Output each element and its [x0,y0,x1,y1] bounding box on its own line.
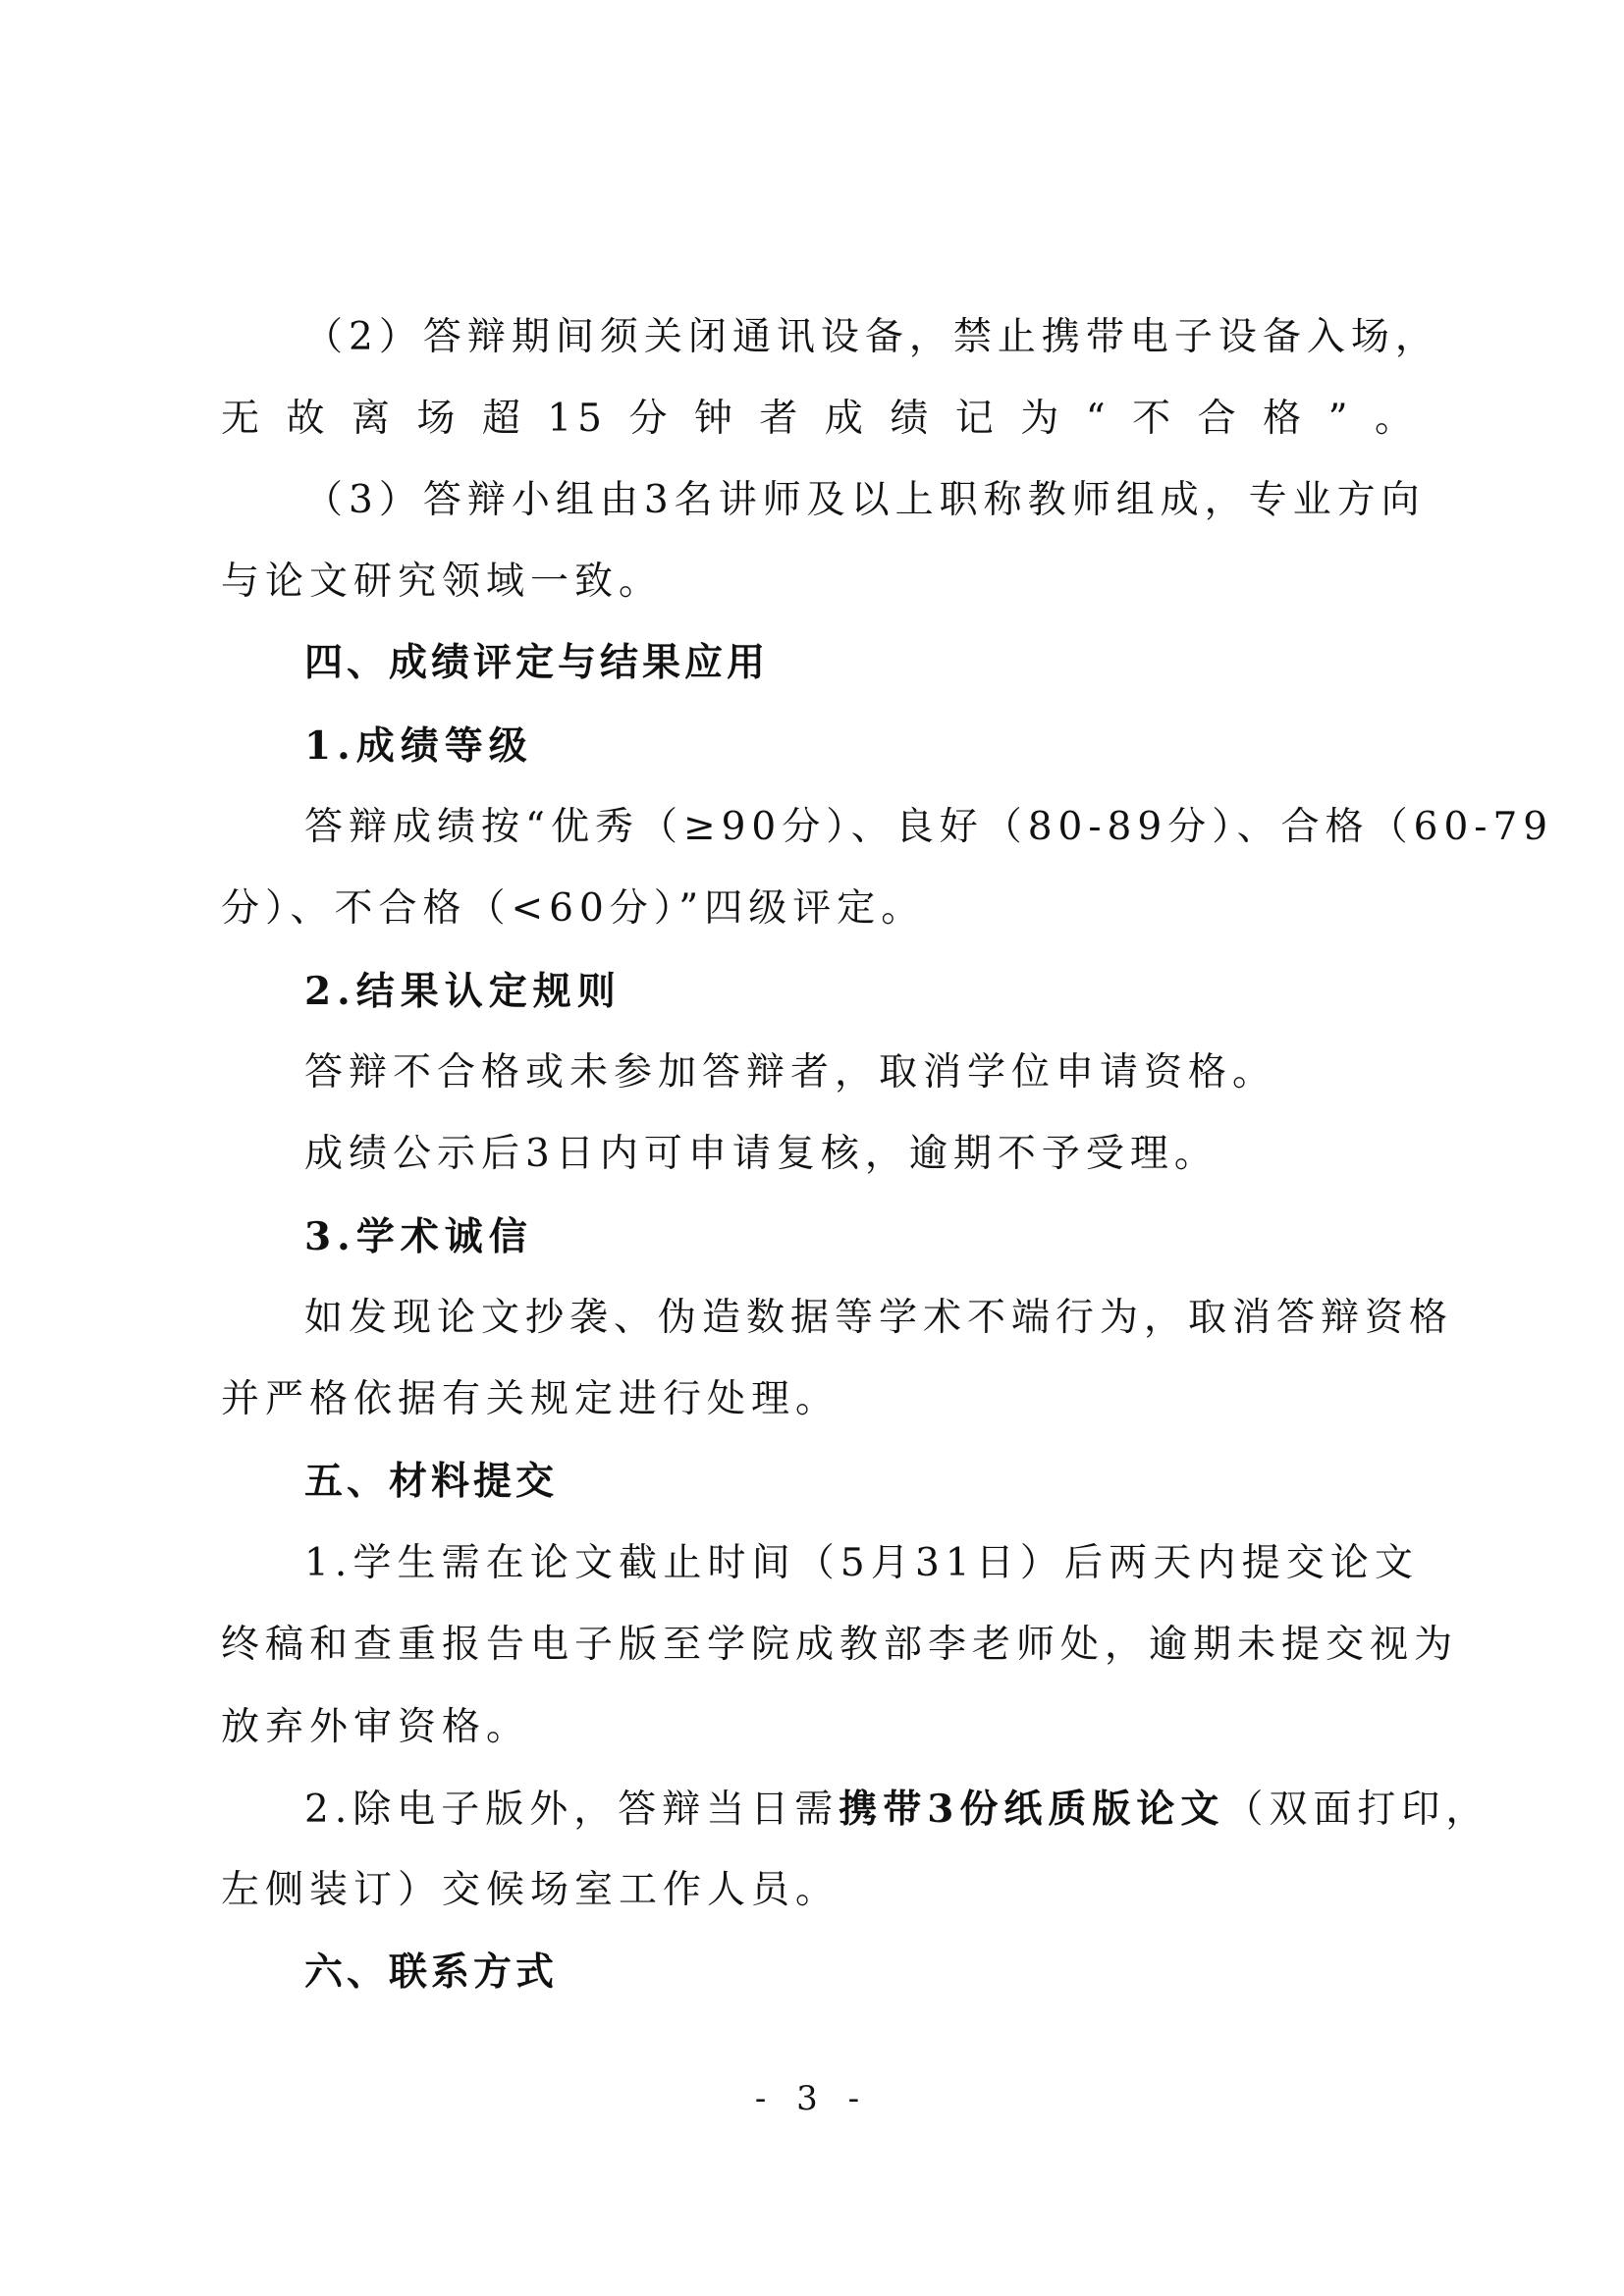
section-heading-5: 五、材料提交 [304,1460,559,1504]
grade-paragraph-line-1: 答辩成绩按“优秀（≥90分）、良好（80-89分）、合格（60-79 [304,805,1554,849]
page-number: - 3 - [754,2079,870,2118]
submit-2-suffix: （双面打印， [1224,1788,1490,1832]
integrity-line-2: 并严格依据有关规定进行处理。 [221,1377,840,1421]
paragraph-3-line-2: 与论文研究领域一致。 [221,560,664,604]
paragraph-2-line-2: 无故离场超15分钟者成绩记为“不合格”。 [221,397,1419,441]
submit-2-prefix: 2.除电子版外，答辩当日需 [304,1788,839,1832]
section-heading-6: 六、联系方式 [304,1950,559,1995]
paragraph-2-line-1: （2）答辩期间须关闭通讯设备，禁止携带电子设备入场， [304,315,1439,359]
submit-2-line-1 [304,1784,1624,1836]
rule-line-2: 成绩公示后3日内可申请复核，逾期不予受理。 [304,1132,1218,1176]
submit-2-emphasis: 携带3份纸质版论文 [839,1787,1225,1832]
rule-line-1: 答辩不合格或未参加答辩者，取消学位申请资格。 [304,1050,1277,1095]
submit-1-line-1: 1.学生需在论文截止时间（5月31日）后两天内提交论文 [304,1541,1419,1585]
submit-1-line-3: 放弃外审资格。 [221,1705,531,1749]
submit-1-line-2: 终稿和查重报告电子版至学院成教部李老师处，逾期未提交视为 [221,1623,1459,1667]
integrity-line-1: 如发现论文抄袭、伪造数据等学术不端行为，取消答辩资格 [304,1296,1454,1340]
subheading-academic-integrity: 3.学术诚信 [304,1214,533,1259]
subheading-result-rules: 2.结果认定规则 [304,969,622,1014]
subheading-grade-levels: 1.成绩等级 [304,723,533,769]
section-heading-4: 四、成绩评定与结果应用 [304,641,770,685]
grade-paragraph-line-2: 分）、不合格（<60分）”四级评定。 [221,886,926,931]
paragraph-3-line-1: （3）答辩小组由3名讲师及以上职称教师组成，专业方向 [304,478,1426,522]
submit-2-line-2: 左侧装订）交候场室工作人员。 [221,1868,840,1912]
